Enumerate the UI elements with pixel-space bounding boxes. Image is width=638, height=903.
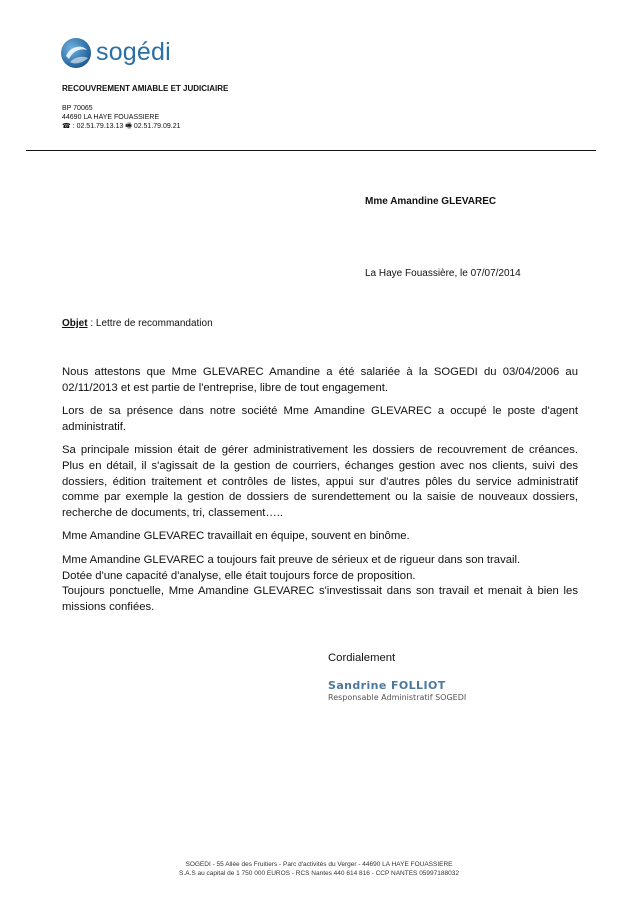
qualities-line: Toujours ponctuelle, Mme Amandine GLEVAREC s'investissait dans son travail et menait à bien les missions confiées. xyxy=(62,585,578,613)
address-line: BP 70065 xyxy=(62,105,93,112)
footer-legal: S.A.S au capital de 1 750 000 EUROS - RCS Nantes 440 614 816 - CCP NANTES 05997188032 xyxy=(179,870,459,877)
company-activity: RECOUVREMENT AMIABLE ET JUDICIAIRE xyxy=(62,84,229,93)
paragraph-mission: Sa principale mission était de gérer administrativement les dossiers de recouvrement de créances. Plus en détail, il s'agissait de la gestion de courriers, échanges gestion avec nos clients, suivi des dossiers, édition traitement et contrôles de listes, appui sur d'autres pôles du service administratif comme par exemple la gestion de dossiers de surendettement ou la saisie de nouveaux dossiers, recherche de documents, tri, classement….. xyxy=(62,444,578,519)
recipient-name: Mme Amandine GLEVAREC xyxy=(365,196,497,207)
contact-line xyxy=(62,122,181,131)
phone-number: : 02.51.79.13.13 xyxy=(72,123,124,130)
phone-icon: ☎ xyxy=(62,123,71,130)
company-address xyxy=(62,104,181,131)
signatory-name: Sandrine FOLLIOT xyxy=(328,679,446,692)
brand-wordmark: sogédi xyxy=(96,38,171,66)
header-divider xyxy=(26,150,596,151)
letter-body xyxy=(62,365,578,615)
sogedi-logo-icon xyxy=(60,36,92,70)
closing-salutation: Cordialement xyxy=(328,652,396,664)
fax-icon: 🖷 xyxy=(125,123,132,130)
company-logo xyxy=(60,36,190,76)
paragraph-teamwork: Mme Amandine GLEVAREC travaillait en équipe, souvent en binôme. xyxy=(62,530,410,543)
paragraph-position: Lors de sa présence dans notre société Mme Amandine GLEVAREC a occupé le poste d'agent administratif. xyxy=(62,405,578,433)
subject-text: Lettre de recommandation xyxy=(95,318,213,329)
signatory-role: Responsable Administratif SOGEDI xyxy=(328,693,467,702)
paragraph-qualities xyxy=(62,553,578,615)
letter-subject xyxy=(62,318,213,329)
fax-number: 02.51.79.09.21 xyxy=(133,123,181,130)
address-line: 44690 LA HAYE FOUASSIERE xyxy=(62,114,160,121)
subject-label: Objet xyxy=(62,318,88,329)
paragraph-attestation: Nous attestons que Mme GLEVAREC Amandine a été salariée à la SOGEDI du 03/04/2006 au 02/11/2013 et est partie de l'entreprise, libre de tout engagement. xyxy=(62,366,578,394)
letter-date: La Haye Fouassière, le 07/07/2014 xyxy=(365,268,521,279)
qualities-line: Dotée d'une capacité d'analyse, elle était toujours force de proposition. xyxy=(62,569,416,582)
qualities-line: Mme Amandine GLEVAREC a toujours fait preuve de sérieux et de rigueur dans son travail. xyxy=(62,553,521,566)
subject-separator: : xyxy=(87,318,96,329)
page-footer xyxy=(0,860,638,878)
footer-address: SOGEDI - 55 Allée des Fruitiers - Parc d'activités du Verger - 44690 LA HAYE FOUASSIERE xyxy=(185,861,453,868)
